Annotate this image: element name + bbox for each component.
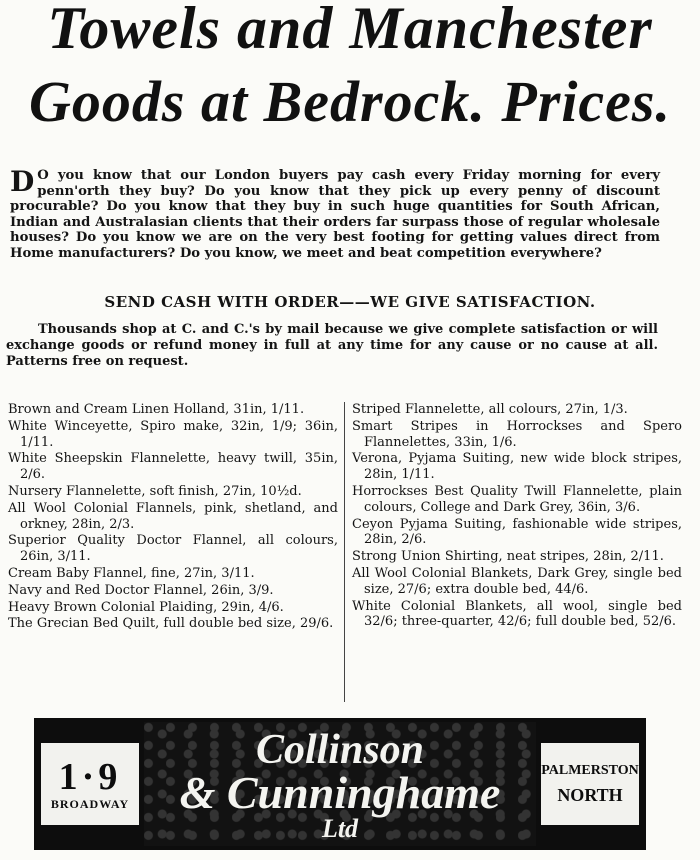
product-item: White Winceyette, Spiro make, 32in, 1/9; 36in, 1/11. (8, 418, 338, 450)
product-item: Striped Flannelette, all colours, 27in, 1/3. (352, 402, 628, 417)
product-item: Navy and Red Doctor Flannel, 26in, 3/9. (8, 582, 274, 598)
address-panel-left (38, 740, 142, 828)
product-item: Cream Baby Flannel, fine, 27in, 3/11. (8, 565, 255, 581)
firm-logo (144, 722, 536, 846)
product-item: White Colonial Blankets, all wool, single bed 32/6; three-quarter, 42/6; full double bed, 52/6. (352, 598, 682, 630)
product-item: Smart Stripes in Horrockses and Spero Flannelettes, 33in, 1/6. (352, 418, 682, 450)
product-item: Nursery Flannelette, soft finish, 27in, 10½d. (8, 483, 302, 499)
intro-paragraph (10, 165, 660, 262)
firm-name-line-3: Ltd (321, 814, 359, 843)
drop-cap: D (10, 165, 35, 198)
column-divider (344, 402, 345, 702)
product-item: White Sheepskin Flannelette, heavy twill, 35in, 2/6. (8, 451, 338, 483)
product-item: Heavy Brown Colonial Plaiding, 29in, 4/6. (8, 599, 284, 615)
town-name-top: PALMERSTON (541, 762, 639, 778)
street-name: BROADWAY (50, 796, 130, 811)
product-item: Brown and Cream Linen Holland, 31in, 1/11. (8, 402, 305, 417)
street-number: 1·9 (58, 755, 122, 798)
intro-text: O you know that our London buyers pay cash every Friday morning for every penn'orth they buy? Do you know that they pick up every penny of discount procurable? Do you know that they buy in such huge quantities for South African, Indian and Australasian clients that their orders far surpass those of regular wholesale houses? Do you know we are on the very best footing for getting values direct from Home manufacturers? Do you know, we meet and beat competition everywhere? (10, 168, 660, 261)
headline-line-1: Towels and Manchester (47, 0, 653, 61)
product-item: All Wool Colonial Blankets, Dark Grey, single bed size, 27/6; extra double bed, 44/6. (352, 565, 682, 597)
slogan: SEND CASH WITH ORDER——WE GIVE SATISFACTION. (104, 293, 596, 311)
product-item: Ceyon Pyjama Suiting, fashionable wide stripes, 28in, 2/6. (352, 516, 682, 548)
left-product-list (8, 402, 338, 633)
headline-line-2: Goods at Bedrock. Prices. (29, 69, 671, 134)
product-item: Superior Quality Doctor Flannel, all colours, 26in, 3/11. (8, 533, 338, 565)
product-item: Verona, Pyjama Suiting, new wide block stripes, 28in, 1/11. (352, 451, 682, 483)
product-item: Horrockses Best Quality Twill Flannelette, plain colours, College and Dark Grey, 36in, 3/6. (352, 483, 682, 515)
firm-banner (34, 718, 646, 850)
address-panel-right (538, 740, 642, 828)
town-name-bottom: NORTH (557, 784, 623, 805)
product-item: Strong Union Shirting, neat stripes, 28in, 2/11. (352, 549, 664, 565)
product-item: The Grecian Bed Quilt, full double bed size, 29/6. (8, 616, 334, 632)
firm-name-line-1: Collinson (255, 727, 425, 773)
product-item: All Wool Colonial Flannels, pink, shetland, and orkney, 28in, 2/3. (8, 500, 338, 532)
right-product-list (352, 402, 682, 631)
firm-name-line-2: & Cunninghame (179, 767, 501, 818)
service-paragraph: Thousands shop at C. and C.'s by mail because we give complete satisfaction or will exchange goods or refund money in full at any time for any cause or no cause at all. Patterns free on request. (6, 322, 658, 369)
